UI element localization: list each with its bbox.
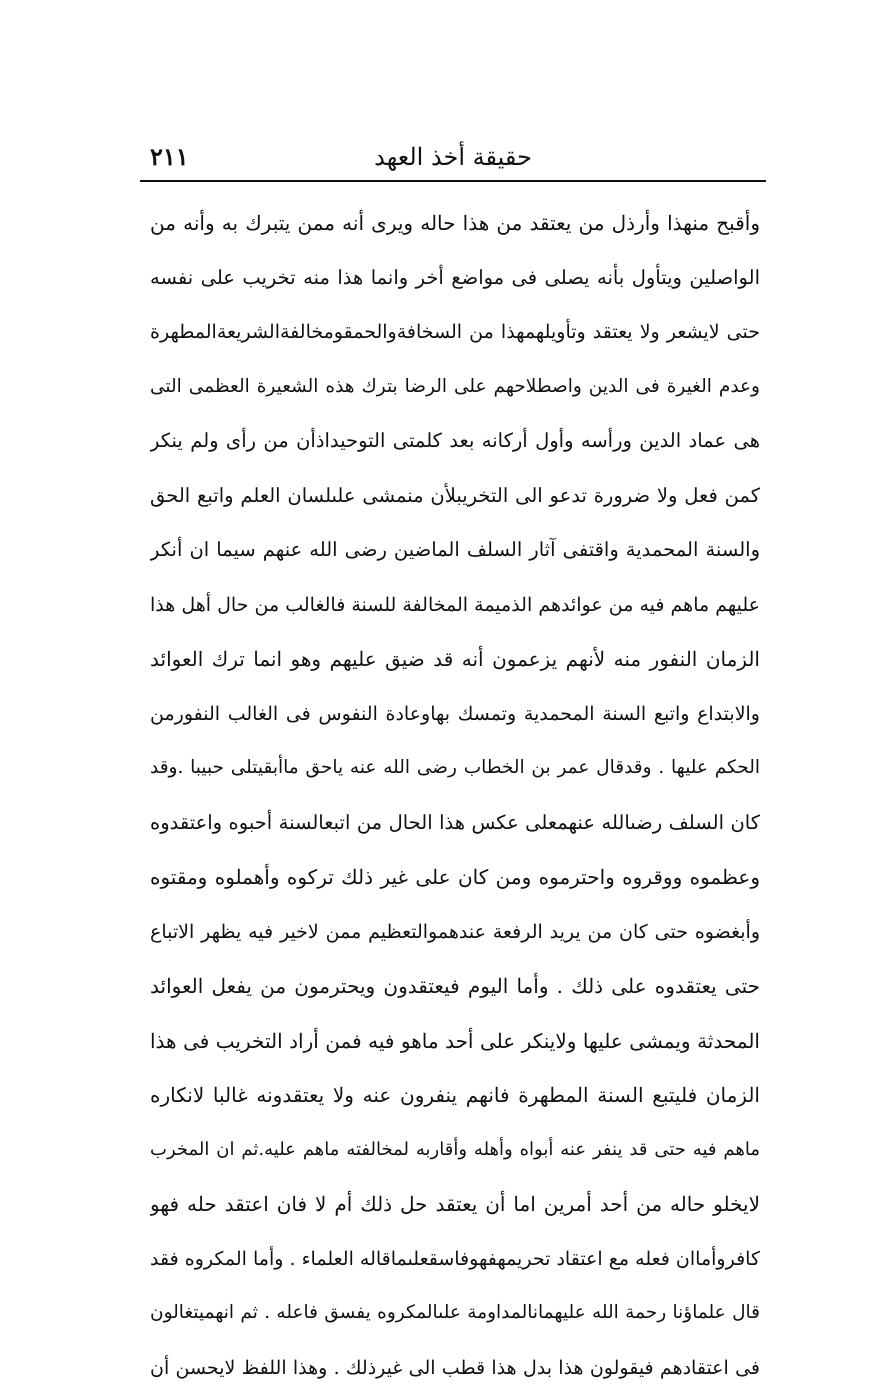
page-number: ٢١١ bbox=[150, 142, 189, 171]
text-line: الواصلين ويتأول بأنه يصلى فى مواضع أخر وانما هذا منه تخريب على نفسه bbox=[150, 265, 760, 289]
text-line: حتى لايشعر ولا يعتقد وتأويلهمهذا من السخافةوالحمقومخالفةالشريعةالمطهرة bbox=[150, 321, 760, 343]
text-line: الزمان فليتبع السنة المطهرة فانهم ينفرون عنه ولا يعتقدونه غالبا لانكاره bbox=[150, 1083, 760, 1107]
text-line: وأبغضوه حتى كان من يريد الرفعة عندهموالتعظيم ممن لاخير فيه يظهر الاتباع bbox=[150, 920, 760, 943]
text-line: حتى يعتقدوه على ذلك . وأما اليوم فيعتقدون ويحترمون من يفعل العوائد bbox=[150, 974, 760, 998]
text-line: وعدم الغيرة فى الدين واصطلاحهم على الرضا بترك هذه الشعيرة العظمى التى bbox=[150, 375, 760, 397]
text-line: كافروأماان فعله مع اعتقاد تحريمهفهوفاسقعلىماقاله العلماء . وأما المكروه فقد bbox=[150, 1247, 760, 1270]
page-header bbox=[140, 140, 766, 178]
running-title: حقيقة أخذ العهد bbox=[374, 143, 532, 171]
header-rule bbox=[140, 180, 766, 182]
text-line: والسنة المحمدية واقتفى آثار السلف الماضين رضى الله عنهم سيما ان أنكر bbox=[150, 538, 760, 561]
text-line: الحكم عليها . وقدقال عمر بن الخطاب رضى الله عنه ياحق ماأبقيتلى حبيبا .وقد bbox=[150, 757, 760, 778]
text-line: قال علماؤنا رحمة الله عليهمانالمداومة علىالمكروه يفسق فاعله . ثم انهميتغالون bbox=[150, 1302, 760, 1323]
text-line: الزمان النفور منه لأنهم يزعمون أنه قد ضيق عليهم وهو انما ترك العوائد bbox=[150, 647, 760, 671]
text-line: لايخلو حاله من أحد أمرين اما أن يعتقد حل ذلك أم لا فان اعتقد حله فهو bbox=[150, 1192, 760, 1216]
text-line: وعظموه ووقروه واحترموه ومن كان على غير ذلك تركوه وأهملوه ومقتوه bbox=[150, 865, 760, 889]
text-line: هى عماد الدين ورأسه وأول أركانه بعد كلمتى التوحيداذأن من رأى ولم ينكر bbox=[150, 429, 760, 452]
text-line: عليهم ماهم فيه من عوائدهم الذميمة المخالفة للسنة فالغالب من حال أهل هذا bbox=[150, 593, 760, 616]
text-line: كان السلف رضىالله عنهمعلى عكس هذا الحال من اتبعالسنة أحبوه واعتقدوه bbox=[150, 810, 760, 834]
text-line: ماهم فيه حتى قد ينفر عنه أبواه وأهله وأقاربه لمخالفته ماهم عليه.ثم ان المخرب bbox=[150, 1138, 760, 1160]
text-line: كمن فعل ولا ضرورة تدعو الى التخريبلأن منمشى علىلسان العلم واتبع الحق bbox=[150, 483, 760, 507]
text-line: والابتداع واتبع السنة المحمدية وتمسك بهاوعادة النفوس فى الغالب النفورمن bbox=[150, 702, 760, 725]
body-text bbox=[150, 196, 760, 1395]
text-line: فى اعتقادهم فيقولون هذا بدل هذا قطب الى غيرذلك . وهذا اللفظ لايحسن أن bbox=[150, 1356, 760, 1379]
text-line: وأقبح منهذا وأرذل من يعتقد من هذا حاله ويرى أنه ممن يتبرك به وأنه من bbox=[150, 211, 760, 235]
text-line: المحدثة ويمشى عليها ولاينكر على أحد ماهو فيه فمن أراد التخريب فى هذا bbox=[150, 1028, 760, 1053]
